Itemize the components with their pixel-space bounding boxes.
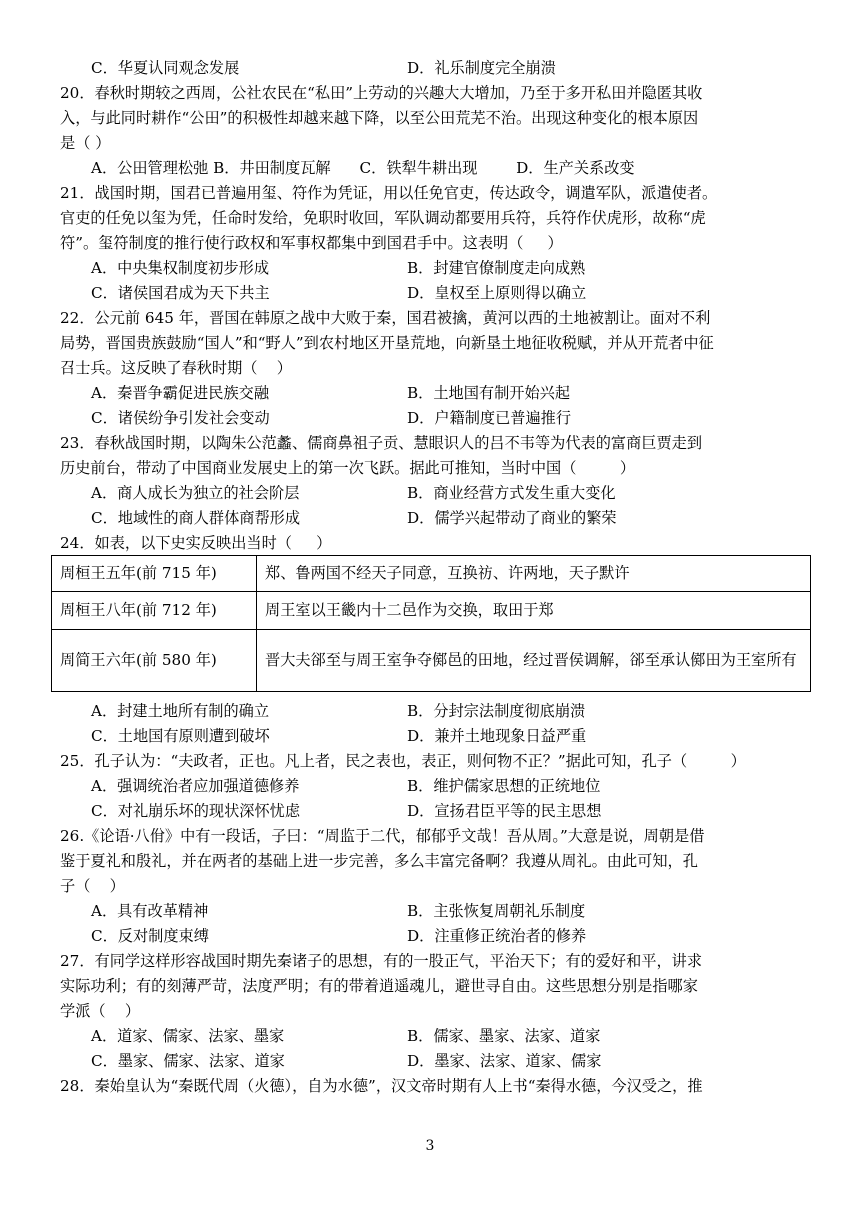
q27-stem-line-3: 学派（ ）	[60, 1002, 141, 1020]
q26-option-c: C．反对制度束缚	[91, 927, 209, 945]
q23-stem-line-2: 历史前台，带动了中国商业发展史上的第一次飞跃。据此可推知，当时中国（ ）	[60, 459, 636, 477]
q24-option-c: C．土地国有原则遭到破坏	[91, 727, 270, 745]
table-cell-event: 晋大夫郤至与周王室争夺鄇邑的田地，经过晋侯调解，郤至承认鄇田为王室所有	[257, 630, 811, 692]
q24-option-a: A．封建土地所有制的确立	[91, 702, 270, 720]
q25-option-b: B．维护儒家思想的正统地位	[407, 777, 601, 795]
q22-stem-line-3: 召士兵。这反映了春秋时期（ ）	[60, 359, 292, 377]
q19-option-d: D．礼乐制度完全崩溃	[407, 59, 556, 77]
q20-stem-line-3: 是（ ）	[60, 134, 111, 152]
q27-option-a: A．道家、儒家、法家、墨家	[91, 1027, 285, 1045]
q26-stem-line-3: 子（ ）	[60, 877, 125, 895]
q27-stem-line-2: 实际功利；有的刻薄严苛，法度严明；有的带着逍遥魂儿，避世寻自由。这些思想分别是指哪家	[60, 977, 698, 995]
q24-history-table	[51, 555, 811, 692]
q28-stem-line-1: 28．秦始皇认为“秦既代周（火德），自为水德”，汉文帝时期有人上书“秦得水德，今汉受之，推	[60, 1077, 703, 1095]
q27-option-c: C．墨家、儒家、法家、道家	[91, 1052, 285, 1070]
q26-option-b: B．主张恢复周朝礼乐制度	[407, 902, 586, 920]
q21-option-c: C．诸侯国君成为天下共主	[91, 284, 270, 302]
q21-option-a: A．中央集权制度初步形成	[91, 259, 270, 277]
q25-option-a: A．强调统治者应加强道德修养	[91, 777, 300, 795]
q22-option-a: A．秦晋争霸促进民族交融	[91, 384, 270, 402]
table-cell-event: 周王室以王畿内十二邑作为交换，取田于郑	[257, 592, 811, 630]
q20-options: A．公田管理松弛 B．井田制度瓦解 C．铁犁牛耕出现 D．生产关系改变	[91, 159, 635, 177]
q23-option-a: A．商人成长为独立的社会阶层	[91, 484, 300, 502]
q26-stem-line-2: 鉴于夏礼和殷礼，并在两者的基础上进一步完善，多么丰富完备啊？我遵从周礼。由此可知，孔	[60, 852, 698, 870]
q21-stem-line-2: 官吏的任免以玺为凭，任命时发给，免职时收回，军队调动都要用兵符，兵符作伏虎形，故称“虎	[60, 209, 706, 227]
q24-option-b: B．分封宗法制度彻底崩溃	[407, 702, 586, 720]
q25-option-d: D．宣扬君臣平等的民主思想	[407, 802, 602, 820]
q27-option-d: D．墨家、法家、道家、儒家	[407, 1052, 602, 1070]
table-row	[52, 630, 811, 692]
q25-option-c: C．对礼崩乐坏的现状深怀忧虑	[91, 802, 301, 820]
q22-stem-line-2: 局势，晋国贵族鼓励“国人”和“野人”到农村地区开垦荒地，向新垦土地征收税赋，并从开荒者中征	[60, 334, 714, 352]
q24-stem-line-1: 24．如表，以下史实反映出当时（ ）	[60, 534, 332, 552]
q25-stem-line-1: 25．孔子认为：“夫政者，正也。凡上者，民之表也，表正，则何物不正？”据此可知，孔子（ ）	[60, 752, 746, 770]
q26-option-d: D．注重修正统治者的修养	[407, 927, 587, 945]
table-row	[52, 556, 811, 592]
page-number: 3	[425, 1138, 435, 1154]
q22-option-d: D．户籍制度已普遍推行	[407, 409, 572, 427]
q23-option-c: C．地域性的商人群体商帮形成	[91, 509, 301, 527]
q21-stem-line-3: 符”。玺符制度的推行使行政权和军事权都集中到国君手中。这表明（ ）	[60, 234, 563, 252]
table-cell-time: 周桓王八年(前 712 年)	[52, 592, 257, 630]
table-cell-time: 周桓王五年(前 715 年)	[52, 556, 257, 592]
table-row	[52, 592, 811, 630]
q22-stem-line-1: 22．公元前 645 年，晋国在韩原之战中大败于秦，国君被擒，黄河以西的土地被割让。面对不利	[60, 309, 711, 327]
table-cell-event: 郑、鲁两国不经天子同意，互换祊、许两地，天子默许	[257, 556, 811, 592]
q20-stem-line-2: 入，与此同时耕作“公田”的积极性却越来越下降，以至公田荒芜不治。出现这种变化的根本原因	[60, 109, 699, 127]
q22-option-b: B．土地国有制开始兴起	[407, 384, 571, 402]
q27-stem-line-1: 27．有同学这样形容战国时期先秦诸子的思想，有的一股正气，平治天下；有的爱好和平，讲求	[60, 952, 703, 970]
q23-option-b: B．商业经营方式发生重大变化	[407, 484, 616, 502]
q22-option-c: C．诸侯纷争引发社会变动	[91, 409, 270, 427]
q26-option-a: A．具有改革精神	[91, 902, 209, 920]
q26-stem-line-1: 26.《论语·八佾》中有一段话，子曰：“周监于二代，郁郁乎文哉！吾从周。”大意是说，周朝是借	[60, 827, 705, 845]
q24-option-d: D．兼并土地现象日益严重	[407, 727, 587, 745]
q21-option-d: D．皇权至上原则得以确立	[407, 284, 587, 302]
table-cell-time: 周简王六年(前 580 年)	[52, 630, 257, 692]
q21-option-b: B．封建官僚制度走向成熟	[407, 259, 586, 277]
q20-stem-line-1: 20．春秋时期较之西周，公社农民在“私田”上劳动的兴趣大大增加，乃至于多开私田并隐匿其收	[60, 84, 703, 102]
q21-stem-line-1: 21．战国时期，国君已普遍用玺、符作为凭证，用以任免官吏，传达政令，调遣军队，派遣使者。	[60, 184, 718, 202]
q23-stem-line-1: 23．春秋战国时期，以陶朱公范蠡、儒商鼻祖子贡、慧眼识人的吕不韦等为代表的富商巨贾走到	[60, 434, 703, 452]
q19-option-c: C．华夏认同观念发展	[91, 59, 240, 77]
q27-option-b: B．儒家、墨家、法家、道家	[407, 1027, 601, 1045]
q23-option-d: D．儒学兴起带动了商业的繁荣	[407, 509, 617, 527]
